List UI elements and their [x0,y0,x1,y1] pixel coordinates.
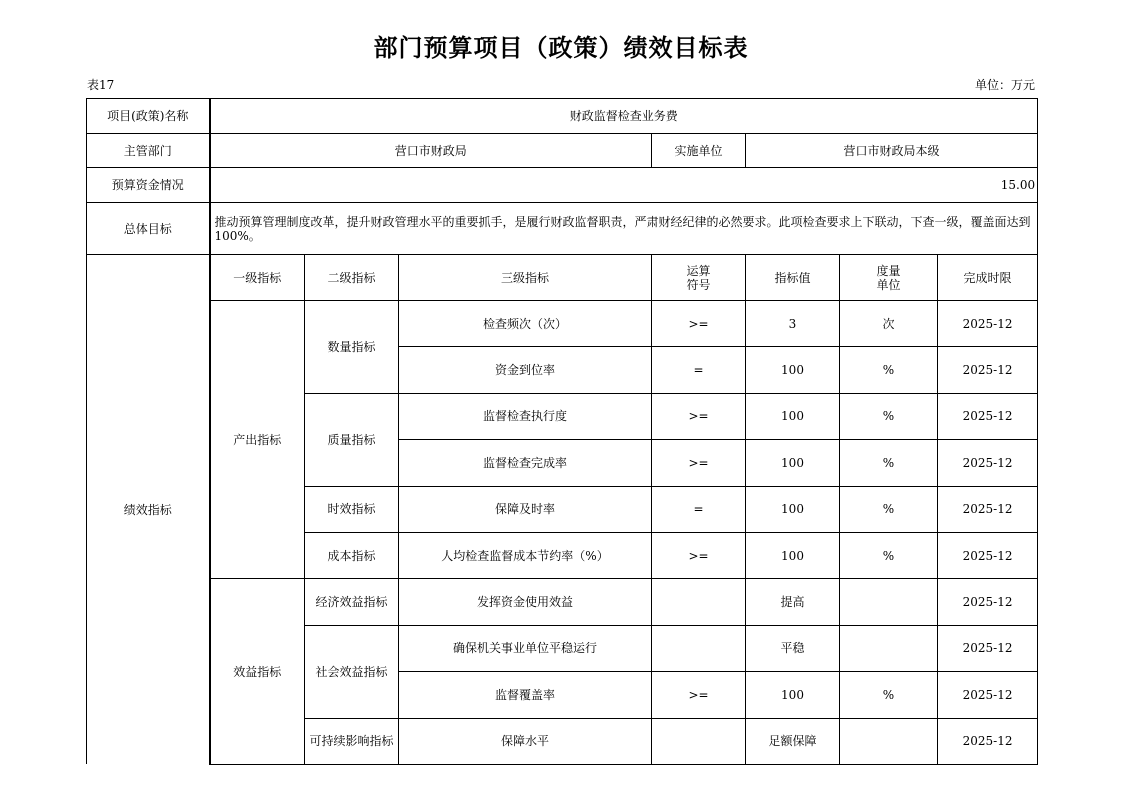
indicator-value: 足额保障 [746,718,840,764]
indicator-op: = [652,486,746,532]
indicator-name: 人均检查监督成本节约率（%） [399,532,652,578]
indicator-deadline: 2025-12 [938,579,1038,625]
overall-goal-label: 总体目标 [87,203,210,255]
indicator-name: 发挥资金使用效益 [399,579,652,625]
header-deadline: 完成时限 [938,255,1038,301]
performance-indicators-label: 绩效指标 [87,255,210,765]
indicator-deadline: 2025-12 [938,393,1038,439]
indicator-value: 100 [746,532,840,578]
indicator-op: >= [652,672,746,718]
group-social: 社会效益指标 [305,625,399,718]
indicator-value: 提高 [746,579,840,625]
group-quantity: 数量指标 [305,301,399,394]
indicator-unit: % [840,393,938,439]
header-level3: 三级指标 [399,255,652,301]
budget-label: 预算资金情况 [87,168,210,203]
project-name-value: 财政监督检查业务费 [210,99,1038,134]
indicator-op: = [652,347,746,393]
overall-goal-value: 推动预算管理制度改革，提升财政管理水平的重要抓手，是履行财政监督职责，严肃财经纪律的必然要求。此项检查要求上下联动，下查一级，覆盖面达到100%。 [210,203,1038,255]
indicator-unit [840,625,938,671]
indicator-name: 检查频次（次） [399,301,652,347]
indicator-deadline: 2025-12 [938,718,1038,764]
indicator-unit: 次 [840,301,938,347]
indicator-value: 100 [746,486,840,532]
indicator-name: 资金到位率 [399,347,652,393]
indicator-name: 确保机关事业单位平稳运行 [399,625,652,671]
header-level1: 一级指标 [210,255,305,301]
indicator-deadline: 2025-12 [938,625,1038,671]
indicator-value: 100 [746,672,840,718]
performance-table [86,98,1038,765]
group-economic: 经济效益指标 [305,579,399,625]
indicator-op: >= [652,393,746,439]
header-operator: 运算 符号 [652,255,746,301]
indicator-deadline: 2025-12 [938,347,1038,393]
indicator-name: 监督检查完成率 [399,440,652,486]
table-number: 表17 [87,78,115,92]
indicator-unit: % [840,532,938,578]
indicator-unit: % [840,486,938,532]
page-title: 部门预算项目（政策）绩效目标表 [373,34,749,62]
indicator-op [652,718,746,764]
budget-value: 15.00 [210,168,1038,203]
indicator-value: 3 [746,301,840,347]
project-name-row [87,99,1038,134]
implementing-unit-value: 营口市财政局本级 [746,134,1038,168]
header-level2: 二级指标 [305,255,399,301]
header-unit: 度量 单位 [840,255,938,301]
indicator-name: 保障水平 [399,718,652,764]
project-name-label: 项目(政策)名称 [87,99,210,134]
indicator-unit [840,718,938,764]
group-quality: 质量指标 [305,393,399,486]
indicator-op: >= [652,532,746,578]
indicator-value: 100 [746,393,840,439]
indicator-unit: % [840,440,938,486]
indicator-value: 100 [746,440,840,486]
indicator-op: >= [652,301,746,347]
indicator-unit [840,579,938,625]
overall-goal-row [87,203,1038,255]
indicator-deadline: 2025-12 [938,532,1038,578]
indicator-value: 100 [746,347,840,393]
group-output: 产出指标 [210,301,305,579]
indicator-unit: % [840,672,938,718]
group-timeliness: 时效指标 [305,486,399,532]
implementing-unit-label: 实施单位 [652,134,746,168]
indicator-op [652,625,746,671]
department-label: 主管部门 [87,134,210,168]
budget-row [87,168,1038,203]
header-value: 指标值 [746,255,840,301]
indicator-deadline: 2025-12 [938,440,1038,486]
indicator-deadline: 2025-12 [938,672,1038,718]
department-value: 营口市财政局 [210,134,652,168]
indicator-deadline: 2025-12 [938,486,1038,532]
table-row [87,301,1038,347]
group-benefit: 效益指标 [210,579,305,765]
indicator-deadline: 2025-12 [938,301,1038,347]
group-sustainable: 可持续影响指标 [305,718,399,764]
table-row [87,579,1038,625]
indicator-op [652,579,746,625]
group-cost: 成本指标 [305,532,399,578]
indicator-name: 监督检查执行度 [399,393,652,439]
indicator-name: 监督覆盖率 [399,672,652,718]
indicator-name: 保障及时率 [399,486,652,532]
unit-label: 单位：万元 [974,78,1035,92]
indicator-header-row [87,255,1038,301]
department-row [87,134,1038,168]
indicator-value: 平稳 [746,625,840,671]
indicator-op: >= [652,440,746,486]
indicator-unit: % [840,347,938,393]
